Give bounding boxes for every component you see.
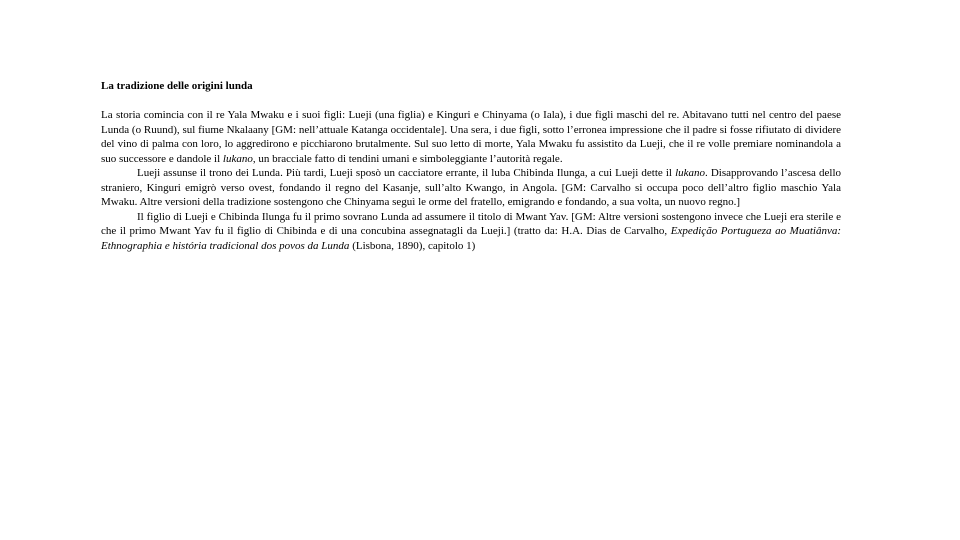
paragraph-2-text-2: . Disapprovando l’ascesa dello straniero, Kinguri emigrò verso ovest, fondando il regno del Kasanje, sull’alto Kwango, in Angola. [GM: Carvalho si occupa poco dell’altro figlio maschio Yala Mwaku. Altre versioni della tradizione sostengono che Chinyama seguì le orme del fratello, emigrando e fondando, a sua volta, un nuovo regno.] xyxy=(101,167,842,208)
document-page xyxy=(101,79,841,253)
paragraph-3-italic-source-title: Expedição Portugueza ao Muatiânva: Ethnographia e história tradicional dos povos da Lunda xyxy=(101,225,841,252)
paragraph-3-text-1: Il figlio di Lueji e Chibinda Ilunga fu il primo sovrano Lunda ad assumere il titolo di Mwant Yav. [GM: Altre versioni sostengono invece che Lueji era sterile e che il primo Mwant Yav fu il figlio di Chibinda e di una concubina assegnatagli da Lueji.] (tratto da: H.A. Dias de Carvalho, xyxy=(101,210,841,237)
paragraph-3 xyxy=(101,210,841,254)
paragraph-2-text-1: Lueji assunse il trono dei Lunda. Più tardi, Lueji sposò un cacciatore errante, il luba Chibinda Ilunga, a cui Lueji dette il xyxy=(137,167,676,179)
paragraph-1 xyxy=(101,108,841,166)
paragraph-1-text-1: La storia comincia con il re Yala Mwaku e i suoi figli: Lueji (una figlia) e Kinguri e Chinyama (o Iala), i due figli maschi del re. Abitavano tutti nel centro del paese Lunda (o Ruund), sul fiume Nkalaany [GM: nell’attuale Katanga occidentale]. Una sera, i due figli, sotto l’erronea impressione che il padre si fosse rifiutato di dividere del vino di palma con loro, lo aggredirono e picchiarono brutalmente. Sul suo letto di morte, Yala Mwaku fu assistito da Lueji, che il re volle premiare nominandola a suo successore e dandole il xyxy=(101,109,841,165)
paragraph-1-text-2: , un bracciale fatto di tendini umani e simboleggiante l’autorità regale. xyxy=(252,152,563,165)
paragraph-3-text-2: (Lisbona, 1890), capitolo 1) xyxy=(349,239,476,252)
document-title: La tradizione delle origini lunda xyxy=(101,80,253,92)
paragraph-1-italic-lukano: lukano xyxy=(222,152,253,165)
paragraph-2 xyxy=(101,166,841,210)
paragraph-2-italic-lukano: lukano xyxy=(675,167,706,179)
